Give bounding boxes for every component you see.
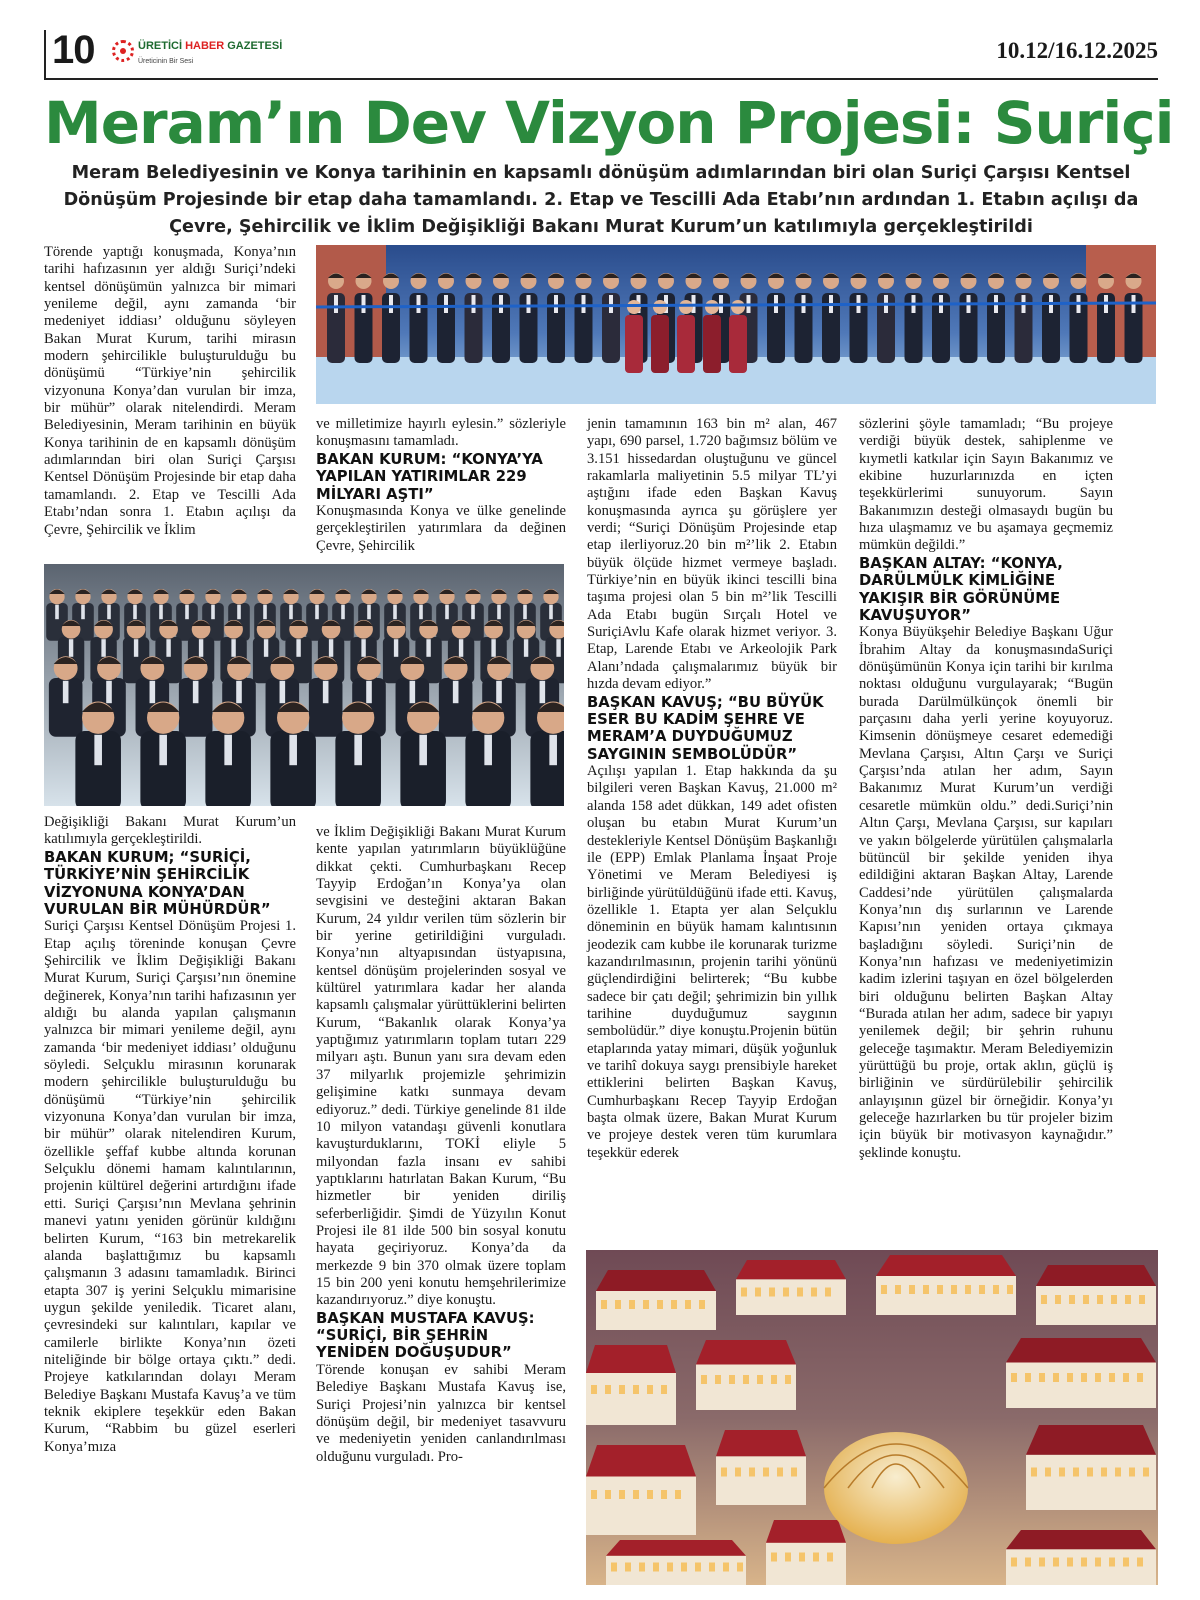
column-2-top xyxy=(316,416,566,555)
subhead-kavus-dogus: BAŞKAN MUSTAFA KAVUŞ: “SURİÇİ, BİR ŞEHRİN YENİDEN DOĞUŞUDUR” xyxy=(316,1309,535,1362)
col3-paragraph-top: jenin tamamının 163 bin m² alan, 467 yapı, 690 parsel, 1.720 bağımsız bölüm ve 3.151 hissedardan oluştuğunu ve güncel rakamlarla maliyetinin 5.5 milyar TL’yi aştığını ifade eden Başkan Kavuş konuşmasında ayrıca şu görüşlere yer verdi; “Suriçi Dönüşüm Projesinde etap etap ilerliyoruz.20 bin m²’lik 2. Etabın büyük ölçüde hizmet vermeye başladı. Türkiye’nin en büyük ikinci tescilli bina taşıma projesi olan 5 bin m²’lik Tescilli Ada Etabı bugün Sırçalı Hotel ve SuriçiAvlu Kafe olarak hizmet veriyor. 3. Etap, Larende Etabı ve Arkeolojik Park Alanı’ndada çalışmalarımız büyük bir hızda devam ediyor.” xyxy=(587,416,837,693)
subhead-altay-darulmulk: BAŞKAN ALTAY: “KONYA, DARÜLMÜLK KİMLİĞİNE YAKIŞIR BİR GÖRÜNÜME KAVUŞUYOR” xyxy=(859,554,1063,624)
col2-paragraph-top2: Konuşmasında Konya ve ülke genelinde gerçekleştirilen yatırımlara da değinen Çevre, Şehircilik xyxy=(316,502,566,554)
header-rule xyxy=(44,78,1158,80)
column-1-top xyxy=(44,244,296,539)
header-left-rule xyxy=(44,30,46,78)
column-3 xyxy=(587,416,837,1162)
headline: Meram’ın Dev Vizyon Projesi: Suriçi xyxy=(44,89,1174,157)
column-4 xyxy=(859,416,1113,1162)
suritci-aerial-photo xyxy=(586,1250,1158,1585)
col1-paragraph-bottom: Suriçi Çarşısı Kentsel Dönüşüm Projesi 1. Etap açılış töreninde konuşan Çevre Şehircilik ve İklim Değişikliği Bakanı Murat Kurum, Suriçi Çarşısı’nın önemine değinerek, Konya’nın tarihi hafızasının yer aldığı bu alanda yapılan çalışmanın yalnızca bir mimari yenileme değil, aynı zamanda ‘bir medeniyet iddiası’ olduğunu söyledi. Selçuklu mirasının korunarak modern şehircilikle buluşturulduğu bu dönüşümü “Türkiye’nin şehircilik vizyonuna Konya’dan vurulan bir imza, bir mühür” olarak nitelendiren Kurum, özellikle şeffaf kubbe altında korunan Selçuklu dönemi hamam kalıntılarının, projenin kültürel değerini artırdığını ifade etti. Suriçi Çarşısı’nın Mevlana şehrinin manevi yatını yeniden görünür kıldığını belirten Kurum, “163 bin metrekarelik alanda başlattığımız bu kapsamlı çalışmanın 3 adasını tamamladık. Birinci etapta 307 iş yerini Selçuklu mimarisine uygun şekilde yeniledik. Ticaret alanı, çevresindeki sur kalıntıları, kapılar ve camilerle birlikte Konya’nın özeti niteliğinde bir bölge ortaya çıktı.” dedi. Projeye katkılarından dolayı Meram Belediye Başkanı Mustafa Kavuş’a ve tüm teknik ekiplere teşekkür eden Bakan Kurum, “Rabbim bu güzel eserleri Konya’mıza xyxy=(44,918,296,1455)
ribbon-cutting-photo xyxy=(316,245,1156,404)
col1-paragraph-top: Törende yaptığı konuşmada, Konya’nın tarihi hafızasının yer aldığı Suriçi’ndeki kentsel dönüşümün yalnızca bir mimari yenileme değil, aynı zamanda ‘bir medeniyet iddiası’ olduğunu söyleyen Bakan Murat Kurum, tarihi mirasın modern şehircilikle buluşturulduğu bu dönüşümü “Türkiye’nin şehircilik vizyonuna Konya’dan vurulan bir imza, bir mühür” olarak nitelendirdi. Meram Belediyesinin, Meram tarihinin en büyük Konya tarihinin de en kapsamlı dönüşüm adımlarından biri olan Suriçi Çarşısı Kentsel Dönüşüm Projesinde bir etap daha tamamlandı. 2. Etap ve Tescilli Ada Etabı’ndan sonra 1. Etabın açılışı da Çevre, Şehircilik ve İklim xyxy=(44,244,296,538)
gear-logo-icon xyxy=(112,40,134,62)
logo-tagline: Üreticinin Bir Sesi xyxy=(138,58,194,65)
deck: Meram Belediyesinin ve Konya tarihinin en kapsamlı dönüşüm adımlarından biri olan Suriçi Çarşısı Kentsel Dönüşüm Projesinde bir etap daha tamamlandı. 2. Etap ve Tescilli Ada Etabı’nın ardından 1. Etabın açılışı da Çevre, Şehircilik ve İklim Değişikliği Bakanı Murat Kurum’un katılımıyla gerçekleştirildi xyxy=(63,163,1139,237)
col2-paragraph-bottom: ve İklim Değişikliği Bakanı Murat Kurum kente yapılan yatırımların büyüklüğüne dikkat çekti. Cumhurbaşkanı Recep Tayyip Erdoğan’ın Konya’ya olan sevgisini ve desteğini aktaran Bakan Kurum, 24 yıldır verilen tüm sözlerin bir bir yerine getirildiğini vurguladı. Konya’nın altyapısından üstyapısına, kentsel dönüşüm projelerinden sosyal ve kültürel yatırımlara kadar her alanda kapsamlı çalışmalar yürüttüklerini belirten Kurum, “Bakanlık olarak Konya’ya yaptığımız yatırımların toplam tutarı 229 milyarı aştı. Bunun yanı sıra devam eden 37 milyarlık projemizle şehrimizin gelişimine katkı sunmaya devam ediyoruz.” dedi. Türkiye genelinde 81 ilde 10 milyon vatandaşı güvenli konutlara kavuşturduklarını, TOKİ eliyle 5 milyondan fazla insanı ev sahibi yaptıklarını hatırlatan Bakan Kurum, “Bu hizmetler bir yeniden diriliş seferberliğidir. Şimdi de Yüzyılın Konut Projesi ile 81 ilde 500 bin sosyal konutu hayata geçiriyoruz. Konya’da da merkezde 9 bin 370 olmak üzere toplam 15 bin 200 yeni konutu hemşehrilerimize kazandırıyoruz.” diye konuştu. xyxy=(316,824,566,1309)
col3-paragraph-bottom: Açılışı yapılan 1. Etap hakkında da şu bilgileri veren Başkan Kavuş, 21.000 m² alanda 158 adet dükkan, 149 adet ofisten oluşan bu etabın Murat Kurum’un destekleriyle Kentsel Dönüşüm Başkanlığı ile (EPP) Emlak Planlama İnşaat Proje Yönetimi ve Meram Belediyesi iş birliğinde yürütüldüğünü ifade etti. Kavuş, özellikle 1. Etapta yer alan Selçuklu döneminin en büyük hamam kalıntısının jeodezik cam kubbe ile korunarak turizme kazandırılmasının, projenin tarihi yönünü güçlendirdiğini belirterek; “Bu kubbe sadece bir çatı değil; şehrimizin bin yıllık tarihine duyduğumuz saygının sembolüdür.” diye konuştu.Projenin bütün etaplarında yatay mimari, düşük yoğunluk ve tarihî dokuya saygı prensibiyle hareket ettiklerini belirten Başkan Kavuş, Cumhurbaşkanı Recep Tayyip Erdoğan başta olmak üzere, Bakan Murat Kurum ve projeye destek veren tüm kurumlara teşekkür ederek xyxy=(587,763,837,1161)
subhead-kurum-yatirim: BAKAN KURUM: “KONYA’YA YAPILAN YATIRIMLAR 229 MİLYARI AŞTI” xyxy=(316,450,543,503)
logo-name: ÜRETİCİ HABER GAZETESİ xyxy=(138,40,283,52)
col2-paragraph-end: Törende konuşan ev sahibi Meram Belediye Başkanı Mustafa Kavuş ise, Suriçi Projesi’nin yalnızca bir kentsel dönüşüm değil, bir medeniyet tasavvuru ve medeniyetin yeniden canlandırılması olduğunu vurguladı. Pro- xyxy=(316,1361,566,1465)
column-2-bottom xyxy=(316,824,566,1466)
newspaper-logo xyxy=(112,38,283,72)
col4-paragraph-bottom: Konya Büyükşehir Belediye Başkanı Uğur İbrahim Altay da konuşmasındaSuriçi dönüşümünün Konya için tarihi bir kırılma noktası olduğunu vurgulayarak; “Bugün burada Darülmülkünçok önemli bir parçasını daha yerli yerine koyuyoruz. Kimsenin dönüşmeye cesaret edemediği Mevlana Çarşısı, Altın Çarşı ve Suriçi Çarşısı’nda atılan her adım, Sayın Bakanımız Murat Kurum’un verdiği cesaretle mümkün oldu.” dedi.Suriçi’nin Altın Çarşı, Mevlana Çarşısı, sur kapıları ve yakın bölgelerde yürütülen çalışmalarla bütüncül bir şekilde yeniden ihya edildiğini aktaran Başkan Altay, Larende Caddesi’nde yürütülen çalışmalarda Konya’nın dış surlarının ve Larende Kapısı’nın yeniden ortaya çıkmaya başladığını söyledi. Suriçi’nin de Konya’nın hafızası ve medeniyetimizin kadim izlerini taşıyan en özel bölgelerden biri olduğunu belirten Başkan Altay “Burada atılan her adım, sadece bir yapıyı yenilemek değil; bir şehrin ruhunu geleceğe taşımaktır. Meram Belediyemizin yürüttüğü bu proje, ortak aklın, güçlü iş birliğinin ve sürdürülebilir şehircilik anlayışının güzel bir örneğidir. Konya’yı geleceğe hazırlarken bu tür projeler bizim için büyük bir motivasyon kaynağıdır.” şeklinde konuştu. xyxy=(859,624,1113,1161)
subhead-kurum-muhur: BAKAN KURUM; “SURİÇİ, TÜRKİYE’NİN ŞEHİRCİLİK VİZYONUNA KONYA’DAN VURULAN BİR MÜHÜRDÜR” xyxy=(44,848,271,918)
column-1-bottom xyxy=(44,814,296,1456)
subhead-kavus-sembol: BAŞKAN KAVUŞ; “BU BÜYÜK ESER BU KADİM ŞEHRE VE MERAM’A DUYDUĞUMUZ SAYGININ SEMBOLÜDÜR” xyxy=(587,693,824,763)
issue-date: 10.12/16.12.2025 xyxy=(996,38,1158,63)
col4-paragraph-top: sözlerini şöyle tamamladı; “Bu projeye verdiği büyük destek, sahiplenme ve kıymetli katkılar için Sayın Bakanımız ve ekibine huzurlarınızda en içten teşekkürlerimi sunuyorum. Sayın Bakanımızın desteği olmasaydı bugün bu hıza ulaşmamız ve bu aşamaya geçmemiz mümkün değildi.” xyxy=(859,416,1113,554)
page-number: 10 xyxy=(52,28,95,72)
col1-paragraph-mid: Değişikliği Bakanı Murat Kurum’un katılımıyla gerçekleştirildi. xyxy=(44,814,296,848)
col2-paragraph-top: ve milletimize hayırlı eylesin.” sözleriyle konuşmasını tamamladı. xyxy=(316,416,566,450)
audience-photo xyxy=(44,564,564,806)
